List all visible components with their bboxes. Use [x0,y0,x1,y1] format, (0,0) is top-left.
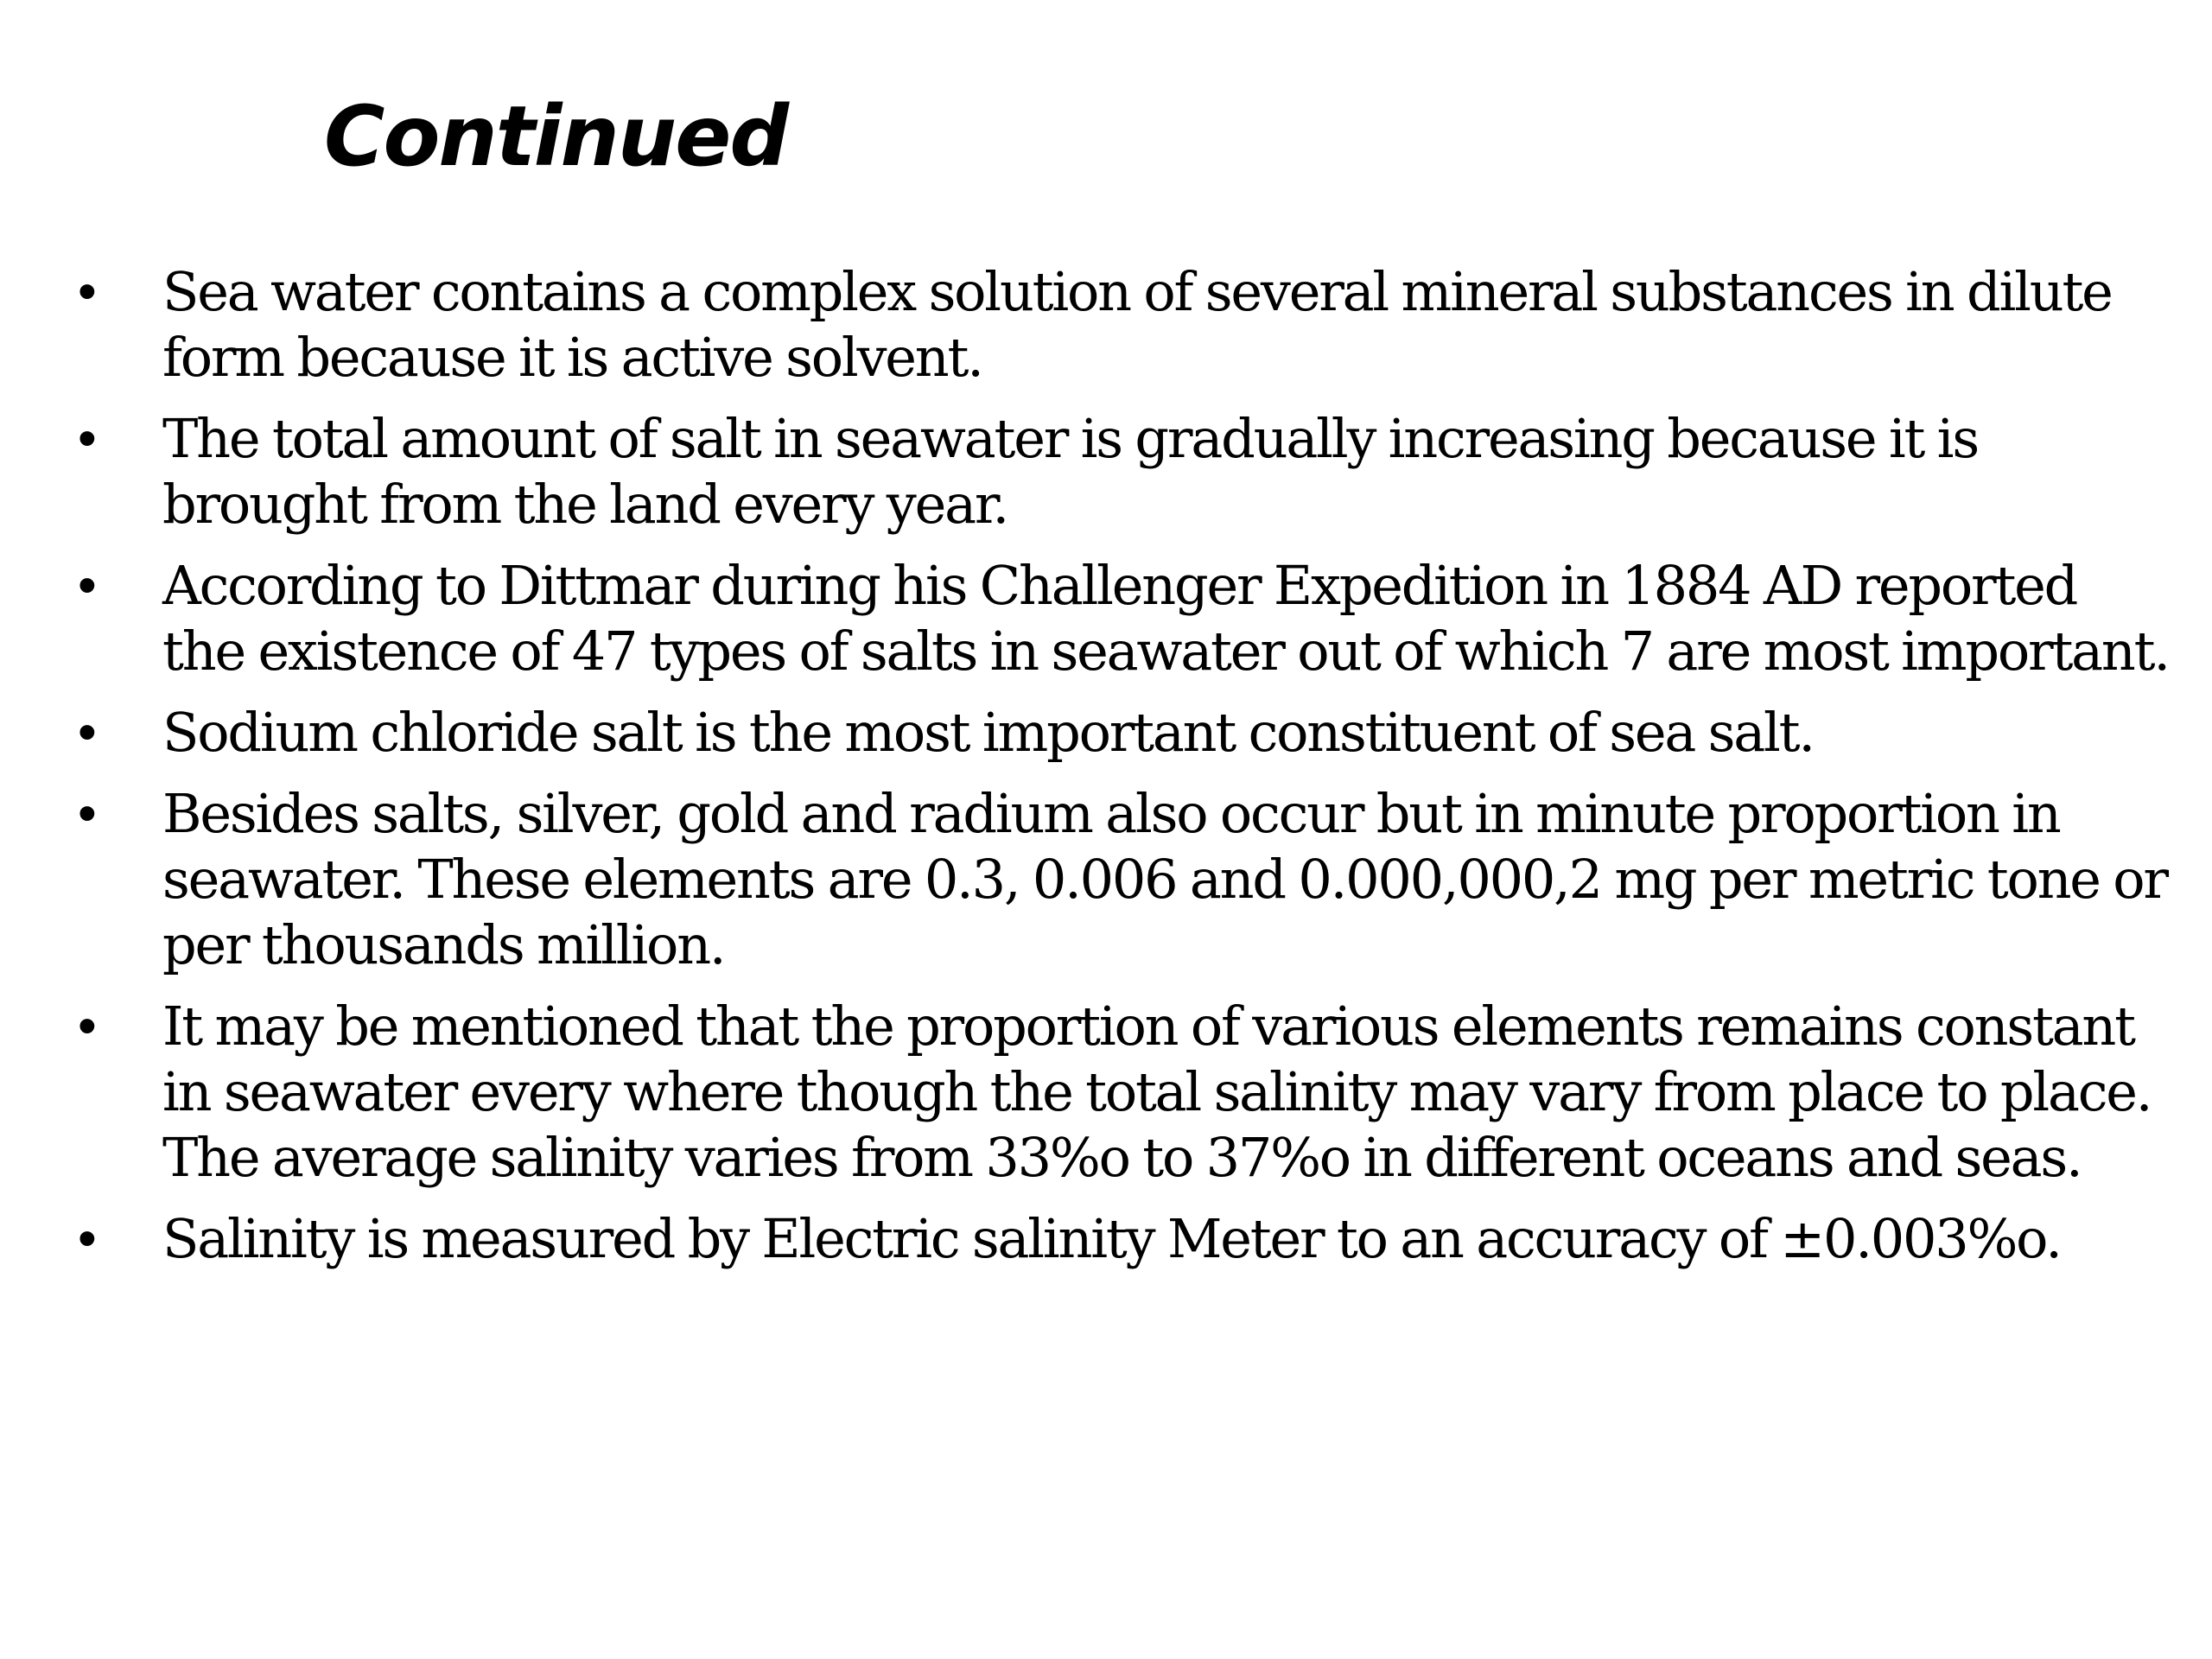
bullet-item [78,994,2169,1191]
bullet-icon: • [78,702,95,762]
bullet-icon: • [78,1209,95,1268]
bullet-icon: • [78,556,95,615]
bullet-text: Salinity is measured by Electric salinity Meter to an accuracy of ±0.003%o. [162,1207,2061,1270]
bullet-text: It may be mentioned that the proportion of various elements remains constant in seawater every where though the total salinity may vary from place to place. The average salinity varies from 33%o to 37%o in different oceans and seas. [162,995,2152,1189]
bullet-text: Besides salts, silver, gold and radium also occur but in minute proportion in seawater. These elements are 0.3, 0.006 and 0.000,000,2 mg per metric tone or per thousands million. [162,782,2167,976]
bullet-text: According to Dittmar during his Challenger Expedition in 1884 AD reported the existence of 47 types of salts in seawater out of which 7 are most important. [162,554,2169,683]
bullet-item [78,406,2169,537]
bullet-item [78,700,2169,766]
slide-title: Continued [324,88,788,185]
bullet-item [78,553,2169,684]
bullet-text: The total amount of salt in seawater is gradually increasing because it is brought from the land every year. [162,407,1978,536]
bullet-icon: • [78,996,95,1056]
bullet-text: Sodium chloride salt is the most important constituent of sea salt. [162,701,1814,764]
bullet-icon: • [78,409,95,468]
bullet-text: Sea water contains a complex solution of several mineral substances in dilute form because it is active solvent. [162,260,2112,389]
bullet-item [78,781,2169,978]
bullet-item [78,1206,2169,1272]
bullet-icon: • [78,784,95,843]
bullet-list [78,259,2169,1287]
bullet-item [78,259,2169,391]
bullet-icon: • [78,262,95,321]
